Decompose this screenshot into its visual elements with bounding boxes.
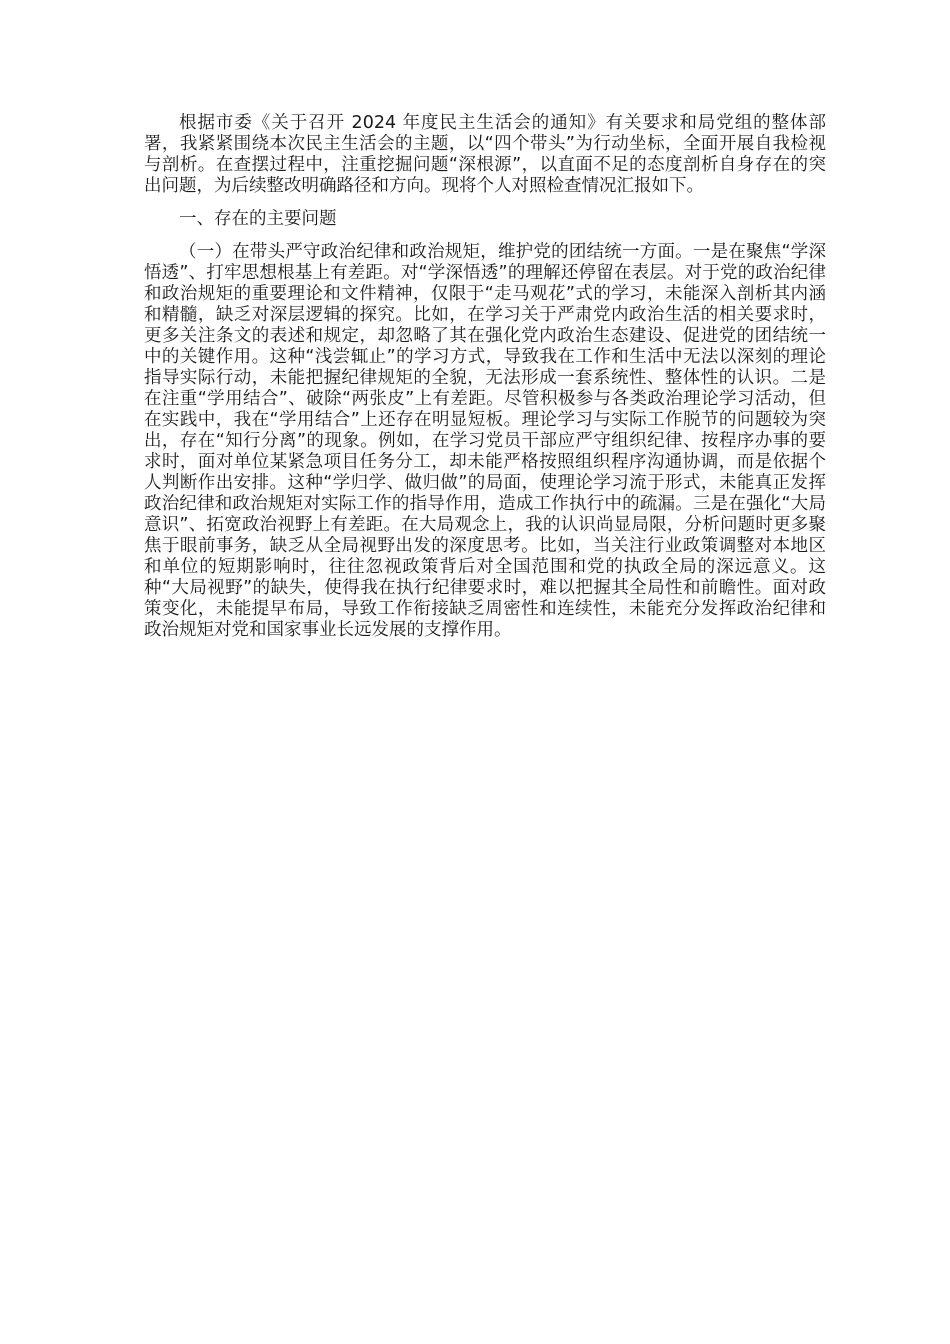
document-body: [144, 113, 826, 641]
body-paragraph: （一）在带头严守政治纪律和政治规矩，维护党的团结统一方面。一是在聚焦“学深悟透”、打牢思想根基上有差距。对“学深悟透”的理解还停留在表层。对于党的政治纪律和政治规矩的重要理论和文件精神，仅限于“走马观花”式的学习，未能深入剖析其内涵和精髓，缺乏对深层逻辑的探究。比如，在学习关于严肃党内政治生活的相关要求时，更多关注条文的表述和规定，却忽略了其在强化党内政治生态建设、促进党的团结统一中的关键作用。这种“浅尝辄止”的学习方式，导致我在工作和生活中无法以深刻的理论指导实际行动，未能把握纪律规矩的全貌，无法形成一套系统性、整体性的认识。二是在注重“学用结合”、破除“两张皮”上有差距。尽管积极参与各类政治理论学习活动，但在实践中，我在“学用结合”上还存在明显短板。理论学习与实际工作脱节的问题较为突出，存在“知行分离”的现象。例如，在学习党员干部应严守组织纪律、按程序办事的要求时，面对单位某紧急项目任务分工，却未能严格按照组织程序沟通协调，而是依据个人判断作出安排。这种“学归学、做归做”的局面，使理论学习流于形式，未能真正发挥政治纪律和政治规矩对实际工作的指导作用，造成工作执行中的疏漏。三是在强化“大局意识”、拓宽政治视野上有差距。在大局观念上，我的认识尚显局限，分析问题时更多聚焦于眼前事务，缺乏从全局视野出发的深度思考。比如，当关注行业政策调整对本地区和单位的短期影响时，往往忽视政策背后对全国范围和党的执政全局的深远意义。这种“大局视野”的缺失，使得我在执行纪律要求时，难以把握其全局性和前瞻性。面对政策变化，未能提早布局，导致工作衔接缺乏周密性和连续性，未能充分发挥政治纪律和政治规矩对党和国家事业长远发展的支撑作用。: [144, 242, 826, 640]
intro-paragraph: 根据市委《关于召开 2024 年度民主生活会的通知》有关要求和局党组的整体部署，我紧紧围绕本次民主生活会的主题，以“四个带头”为行动坐标，全面开展自我检视与剖析。在查摆过程中，注重挖掘问题“深根源”，以直面不足的态度剖析自身存在的突出问题，为后续整改明确路径和方向。现将个人对照检查情况汇报如下。: [144, 113, 826, 196]
section-heading: 一、存在的主要问题: [179, 209, 337, 229]
